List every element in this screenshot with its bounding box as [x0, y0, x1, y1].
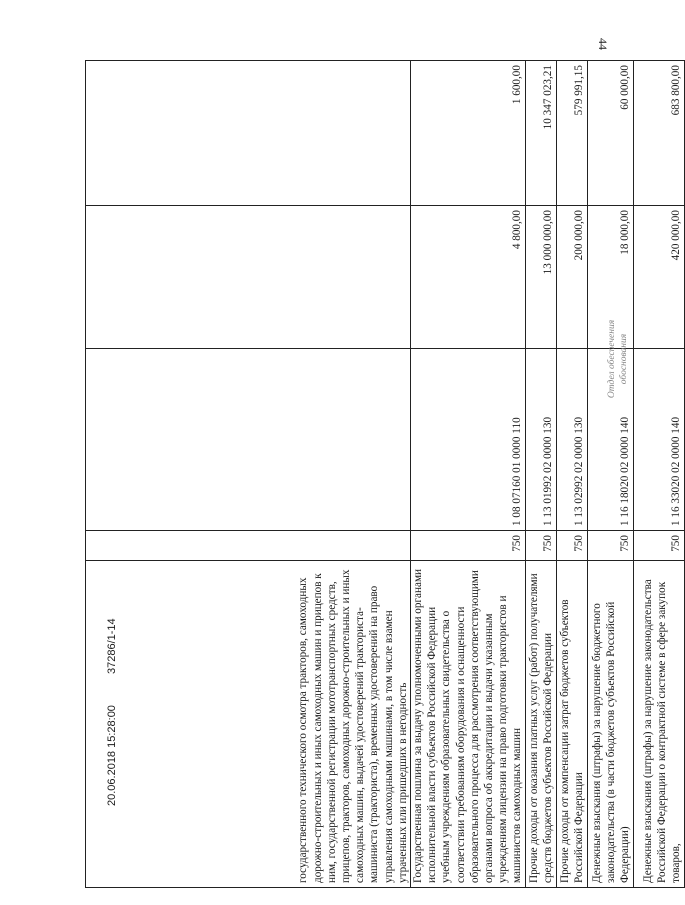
stamp-line: обоснования [619, 333, 629, 385]
revenue-table [85, 60, 685, 888]
table-row [633, 61, 684, 888]
row-plan-amount: 420 000,00 [633, 206, 684, 349]
row-fact-amount [86, 61, 411, 206]
row-budget-code: 1 13 01992 02 0000 130 [525, 349, 556, 531]
row-plan-amount: 18 000,00 [587, 206, 633, 349]
row-plan-amount [86, 206, 411, 349]
row-budget-code: 1 13 02992 02 0000 130 [556, 349, 587, 531]
row-plan-amount: 4 800,00 [411, 206, 526, 349]
row-fact-amount: 579 991,15 [556, 61, 587, 206]
table-row [411, 61, 526, 888]
row-admin-code: 750 [556, 531, 587, 561]
row-fact-amount: 60 000,00 [587, 61, 633, 206]
row-admin-code: 750 [411, 531, 526, 561]
stamp-line: Отдел обеспечения [607, 319, 617, 399]
row-plan-amount: 200 000,00 [556, 206, 587, 349]
row-fact-amount: 1 600,00 [411, 61, 526, 206]
row-plan-amount: 13 000 000,00 [525, 206, 556, 349]
table-row [86, 61, 411, 888]
row-description: государственного технического осмотра тракторов, самоходных дорожно-строительных и иных самоходных машин и прицепов к ним, государственной регистрации мототранспортных средств, прицепов, тракторов, самоходных дорожно-строительных и иных самоходных машин, выдачей удостоверений тракториста-машиниста (тракториста), временных удостоверений на право управления самоходными машинами, в том числе взамен утраченных или пришедших в негодность [86, 561, 411, 888]
page-number: 44 [596, 38, 610, 50]
row-admin-code: 750 [525, 531, 556, 561]
row-description: Прочие доходы от компенсации затрат бюджетов субъектов Российской Федерации [556, 561, 587, 888]
row-budget-code: 1 08 07160 01 0000 110 [411, 349, 526, 531]
footer-doc-code: 37286/1-14 [106, 618, 118, 674]
rotated-table-container [85, 61, 683, 888]
row-budget-code: 1 16 18020 02 0000 140 [587, 349, 633, 531]
table-row [525, 61, 556, 888]
row-description: Государственная пошлина за выдачу уполномоченными органами исполнительной власти субъектов Российской Федерации учебным учреждениям образовательных свидетельства о соответствии требованиям оборудования и оснащенности образовательного процесса для рассмотрения соответствующими органами вопроса об аккредитации и выдачи указанным учреждениям лицензии на право подготовки трактористов и машинистов самоходных машин [411, 561, 526, 888]
row-description: Денежные взыскания (штрафы) за нарушение бюджетного законодательства (в части бюджетов субъектов Российской Федерации) [587, 561, 633, 888]
row-description: Прочие доходы от оказания платных услуг (работ) получателями средств бюджетов субъектов Российской Федерации [525, 561, 556, 888]
footer-datetime: 20.06.2018 15:28:00 [106, 705, 118, 806]
table-row [587, 61, 633, 888]
table-row [556, 61, 587, 888]
document-footer [106, 590, 118, 806]
department-stamp [606, 304, 630, 414]
row-fact-amount: 683 800,00 [633, 61, 684, 206]
row-admin-code [86, 531, 411, 561]
row-description: Денежные взыскания (штрафы) за нарушение законодательства Российской Федерации о контрактной системе в сфере закупок товаров, [633, 561, 684, 888]
row-budget-code: 1 16 33020 02 0000 140 [633, 349, 684, 531]
row-admin-code: 750 [633, 531, 684, 561]
row-admin-code: 750 [587, 531, 633, 561]
row-fact-amount: 10 347 023,21 [525, 61, 556, 206]
row-budget-code [86, 349, 411, 531]
